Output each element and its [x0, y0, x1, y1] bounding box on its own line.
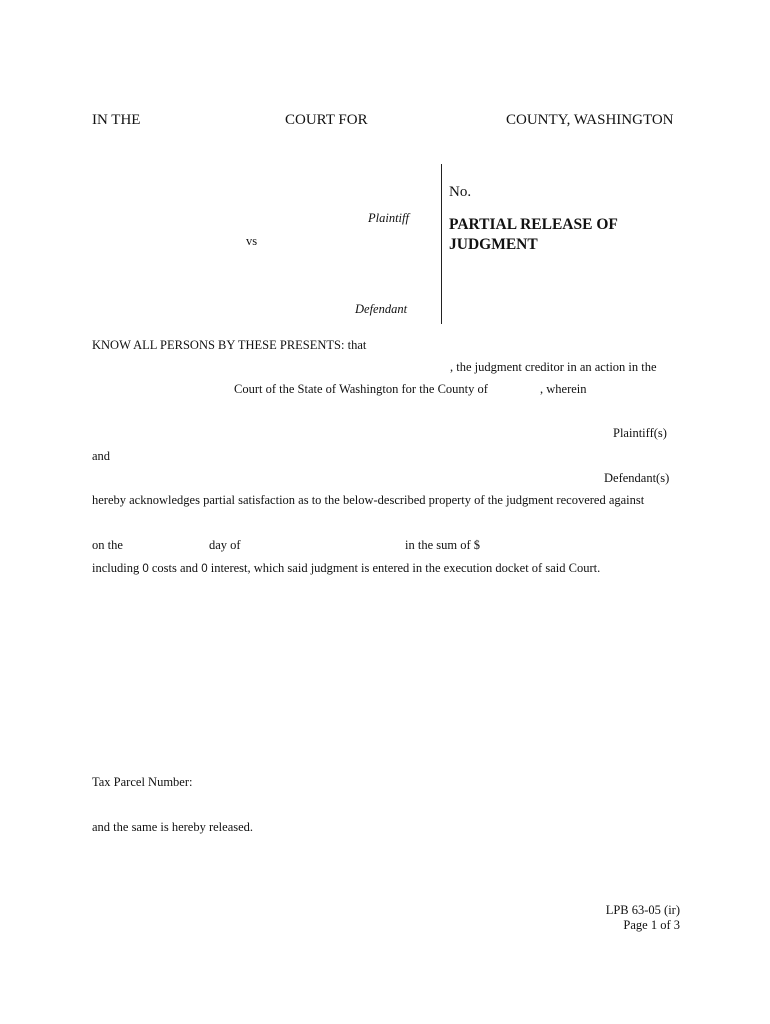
plaintiff-label: Plaintiff — [368, 211, 409, 225]
case-number-label: No. — [449, 184, 472, 200]
vs-label: vs — [246, 234, 258, 248]
defendants-label: Defendant(s) — [604, 471, 670, 485]
day-of-label: day of — [209, 538, 241, 552]
acknowledges-text: hereby acknowledges partial satisfaction as to the below-described property of the judgment recovered against — [92, 493, 645, 507]
tax-parcel-label: Tax Parcel Number: — [92, 775, 193, 789]
page-footer — [606, 903, 680, 933]
caption-divider — [441, 164, 442, 324]
on-the-label: on the — [92, 538, 123, 552]
plaintiffs-label: Plaintiff(s) — [613, 426, 667, 440]
defendant-label: Defendant — [355, 302, 408, 316]
header-county: COUNTY, WASHINGTON — [506, 112, 674, 128]
interest-value: 0 — [201, 563, 208, 575]
costs-value: 0 — [142, 563, 149, 575]
released-text: and the same is hereby released. — [92, 820, 254, 834]
page-number: Page 1 of 3 — [623, 918, 680, 932]
wherein-text: , wherein — [540, 382, 587, 396]
know-all-persons: KNOW ALL PERSONS BY THESE PRESENTS: that — [92, 338, 367, 352]
court-of-state-text: Court of the State of Washington for the County of — [234, 382, 488, 396]
costs-and-text: costs and — [151, 561, 199, 575]
interest-text: interest, which said judgment is entered in the execution docket of said Court. — [210, 561, 601, 575]
document-title: PARTIAL RELEASE OF JUDGMENT — [449, 216, 618, 253]
form-code: LPB 63-05 (ir) — [605, 903, 680, 917]
including-line — [92, 561, 600, 576]
header-in-the: IN THE — [92, 112, 141, 128]
header-court-for: COURT FOR — [285, 112, 368, 128]
including-text: including — [92, 561, 140, 575]
sum-of-label: in the sum of $ — [405, 538, 480, 552]
judgment-creditor-text: , the judgment creditor in an action in the — [450, 360, 657, 374]
and-label: and — [92, 449, 111, 463]
